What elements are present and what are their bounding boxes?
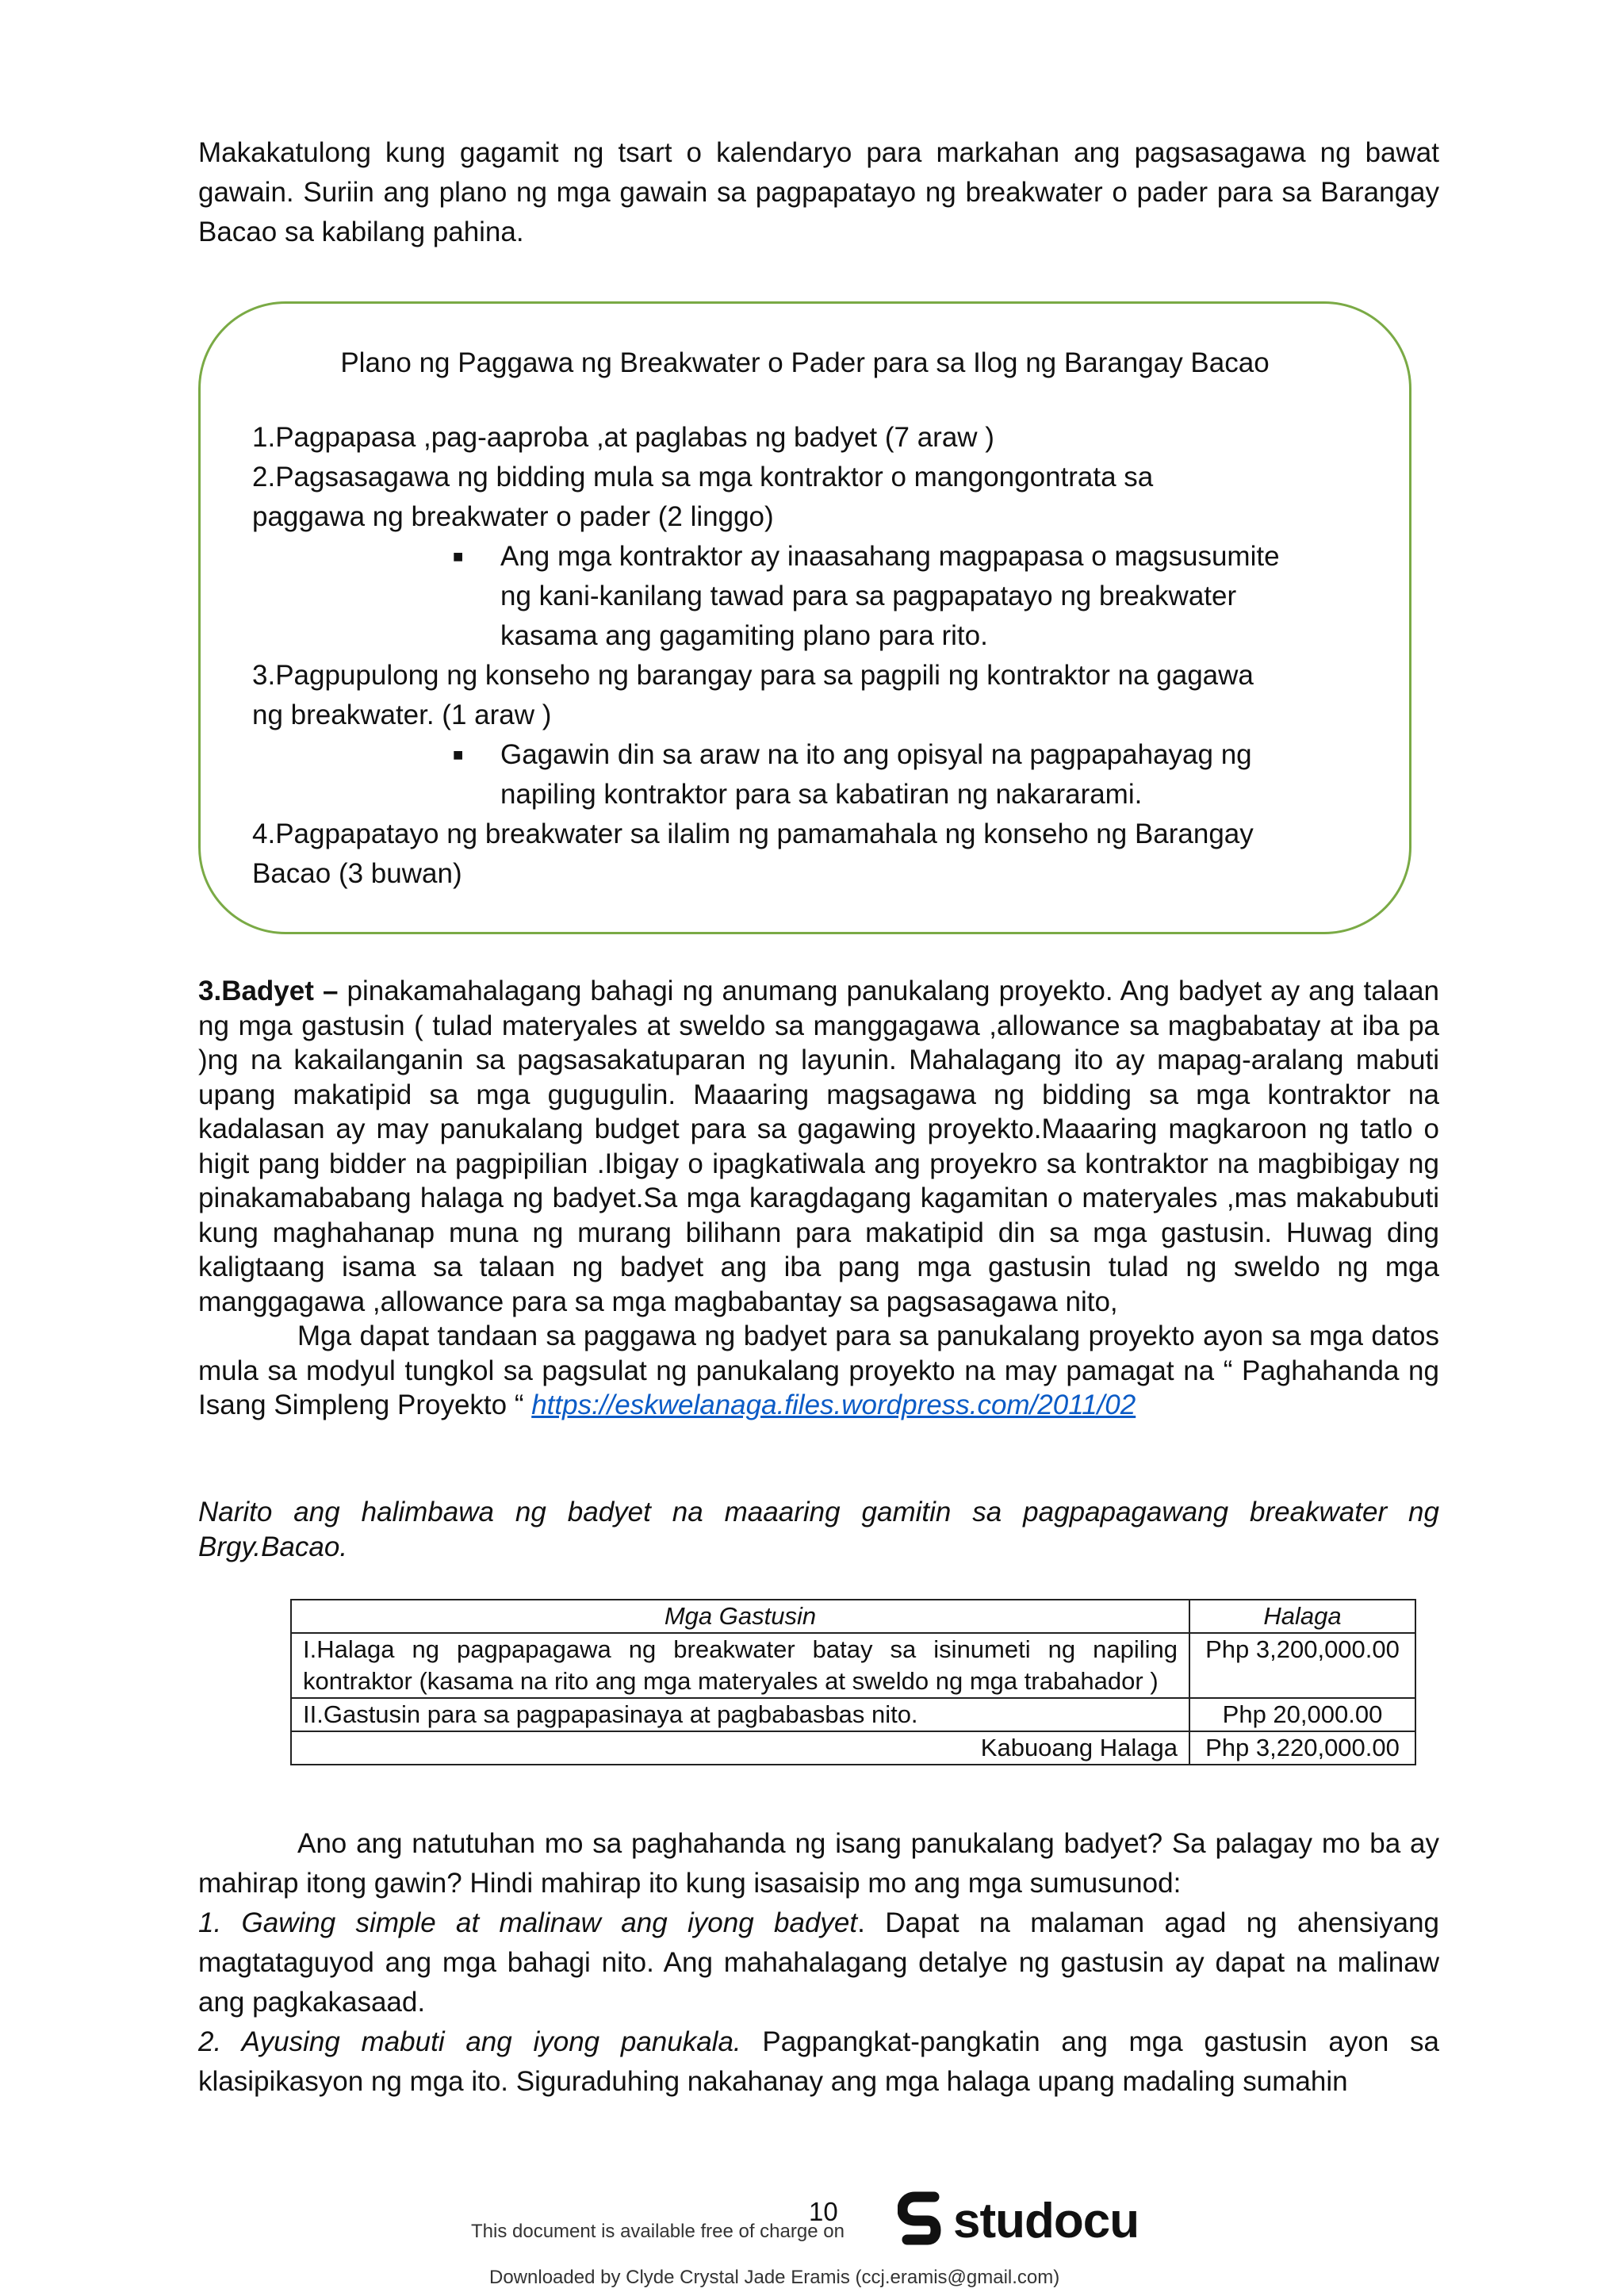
plan-step-1: 1.Pagpapasa ,pag-aaproba ,at paglabas ng badyet (7 araw ): [252, 422, 994, 453]
badyet-paragraph: [198, 974, 1439, 1423]
tip-1-title: 1. Gawing simple at malinaw ang iyong badyet: [198, 1907, 858, 1938]
closing-paragraph: [198, 1824, 1439, 2102]
availability-note: This document is available free of charge on: [471, 2221, 845, 2242]
table-header-row: [291, 1600, 1415, 1633]
table-cell-amount: Php 20,000.00: [1189, 1698, 1415, 1731]
tip-2-title: 2. Ayusing mabuti ang iyong panukala.: [198, 2026, 741, 2057]
header-halaga: Halaga: [1189, 1600, 1415, 1633]
tip-2-body: Pagpangkat-pangkatin ang mga gastusin ayon sa klasipikasyon ng mga ito. Siguraduhing nakahanay ang mga halaga upang madaling sumahin: [198, 2026, 1439, 2097]
plan-sub-1-line-1: Ang mga kontraktor ay inaasahang magpapasa o magsusumite: [500, 541, 1280, 572]
plan-step-2: 2.Pagsasagawa ng bidding mula sa mga kontraktor o mangongontrata sa: [252, 462, 1154, 493]
plan-box: [198, 301, 1411, 934]
total-label: Kabuoang Halaga: [291, 1731, 1189, 1765]
plan-step-4-cont: Bacao (3 buwan): [252, 858, 462, 889]
table-cell-item: II.Gastusin para sa pagpapasinaya at pagbabasbas nito.: [291, 1698, 1189, 1731]
plan-sub-2-line-2: napiling kontraktor para sa kabatiran ng nakararami.: [500, 779, 1143, 810]
badyet-heading: 3.Badyet –: [198, 976, 339, 1006]
table-row: [291, 1633, 1415, 1698]
badyet-guide: Mga dapat tandaan sa paggawa ng badyet para sa panukalang proyekto ayon sa mga datos mula sa modyul tungkol sa pagsulat ng panukalang proyekto na may pamagat na “ Paghahanda ng Isang Simpleng Proyekto “: [198, 1320, 1439, 1420]
badyet-body: pinakamahalagang bahagi ng anumang panukalang proyekto. Ang badyet ay ang talaan ng mga gastusin ( tulad materyales at sweldo sa manggagawa ,allowance sa magbabatay at iba pa )ng na kakailanganin sa pagsasakatuparan ng layunin. Mahalagang ito ay mapag-aralang mabuti upang makatipid sa mga gugugulin. Maaaring magsagawa ng bidding sa mga kontraktor na kadalasan ay may panukalang budget para sa gagawing proyekto.Maaaring magkaroon ng tatlo o higit pang bidder na pagpipilian .Ibigay o ipagkatiwala ang proyekro sa kontraktor na magbibigay ng pinakamababang halaga ng badyet.Sa mga karagdagang kagamitan o materyales ,mas makabubuti kung maghahanap muna ng murang bilihann para makatipid din sa mga gastusin. Huwag ding kaligtaang isama sa talaan ng badyet ang iba pang mga gastusin tulad ng sweldo ng mga manggagawa ,allowance para sa mga magbabantay sa pagsasagawa nito,: [198, 976, 1439, 1317]
source-link[interactable]: https://eskwelanaga.files.wordpress.com/2011/02: [531, 1389, 1136, 1420]
plan-step-3-cont: ng breakwater. (1 araw ): [252, 700, 552, 730]
page-number: 10: [809, 2197, 838, 2226]
budget-table: [290, 1599, 1416, 1765]
example-intro: Narito ang halimbawa ng badyet na maaaring gamitin sa pagpapagawang breakwater ng Brgy.Bacao.: [198, 1497, 1439, 1562]
table-total-row: [291, 1731, 1415, 1765]
plan-step-2-cont: paggawa ng breakwater o pader (2 linggo): [252, 501, 774, 532]
plan-step-4: 4.Pagpapatayo ng breakwater sa ilalim ng pamamahala ng konseho ng Barangay: [252, 818, 1254, 849]
studocu-wordmark: studocu: [953, 2193, 1139, 2248]
plan-step-3: 3.Pagpupulong ng konseho ng barangay para sa pagpili ng kontraktor na gagawa: [252, 660, 1254, 691]
studocu-s-icon: [898, 2191, 945, 2251]
table-cell-item: I.Halaga ng pagpapagawa ng breakwater batay sa isinumeti ng napiling kontraktor (kasama na rito ang mga materyales at sweldo ng mga trabahador ): [291, 1633, 1189, 1698]
tip-1-body: . Dapat na malaman agad ng ahensiyang magtataguyod ang mga bahagi nito. Ang mahahalagang detalye ng gastusin ay dapat na malinaw ang pagkakasaad.: [198, 1907, 1440, 2018]
intro-paragraph: Makakatulong kung gagamit ng tsart o kalendaryo para markahan ang pagsasagawa ng bawat gawain. Suriin ang plano ng mga gawain sa pagpapatayo ng breakwater o pader para sa Barangay Bacao sa kabilang pahina.: [198, 137, 1439, 247]
square-bullet-icon: ■: [453, 745, 464, 765]
total-amount: Php 3,220,000.00: [1189, 1731, 1415, 1765]
download-note: Downloaded by Clyde Crystal Jade Eramis (ccj.eramis@gmail.com): [489, 2267, 1060, 2288]
closing-question: Ano ang natutuhan mo sa paghahanda ng isang panukalang badyet? Sa palagay mo ba ay mahirap itong gawin? Hindi mahirap ito kung isasaisip mo ang mga sumusunod:: [198, 1828, 1439, 1899]
plan-sub-2-line-1: Gagawin din sa araw na ito ang opisyal na pagpapahayag ng: [500, 739, 1252, 770]
plan-title: Plano ng Paggawa ng Breakwater o Pader para sa Ilog ng Barangay Bacao: [340, 347, 1270, 378]
header-gastusin: Mga Gastusin: [291, 1600, 1189, 1633]
table-row: [291, 1698, 1415, 1731]
plan-sub-1-line-2: ng kani-kanilang tawad para sa pagpapatayo ng breakwater: [500, 581, 1237, 611]
square-bullet-icon: ■: [453, 546, 464, 566]
studocu-logo[interactable]: [898, 2191, 1139, 2251]
plan-sub-1-line-3: kasama ang gagamiting plano para rito.: [500, 620, 988, 651]
table-cell-amount: Php 3,200,000.00: [1189, 1633, 1415, 1698]
